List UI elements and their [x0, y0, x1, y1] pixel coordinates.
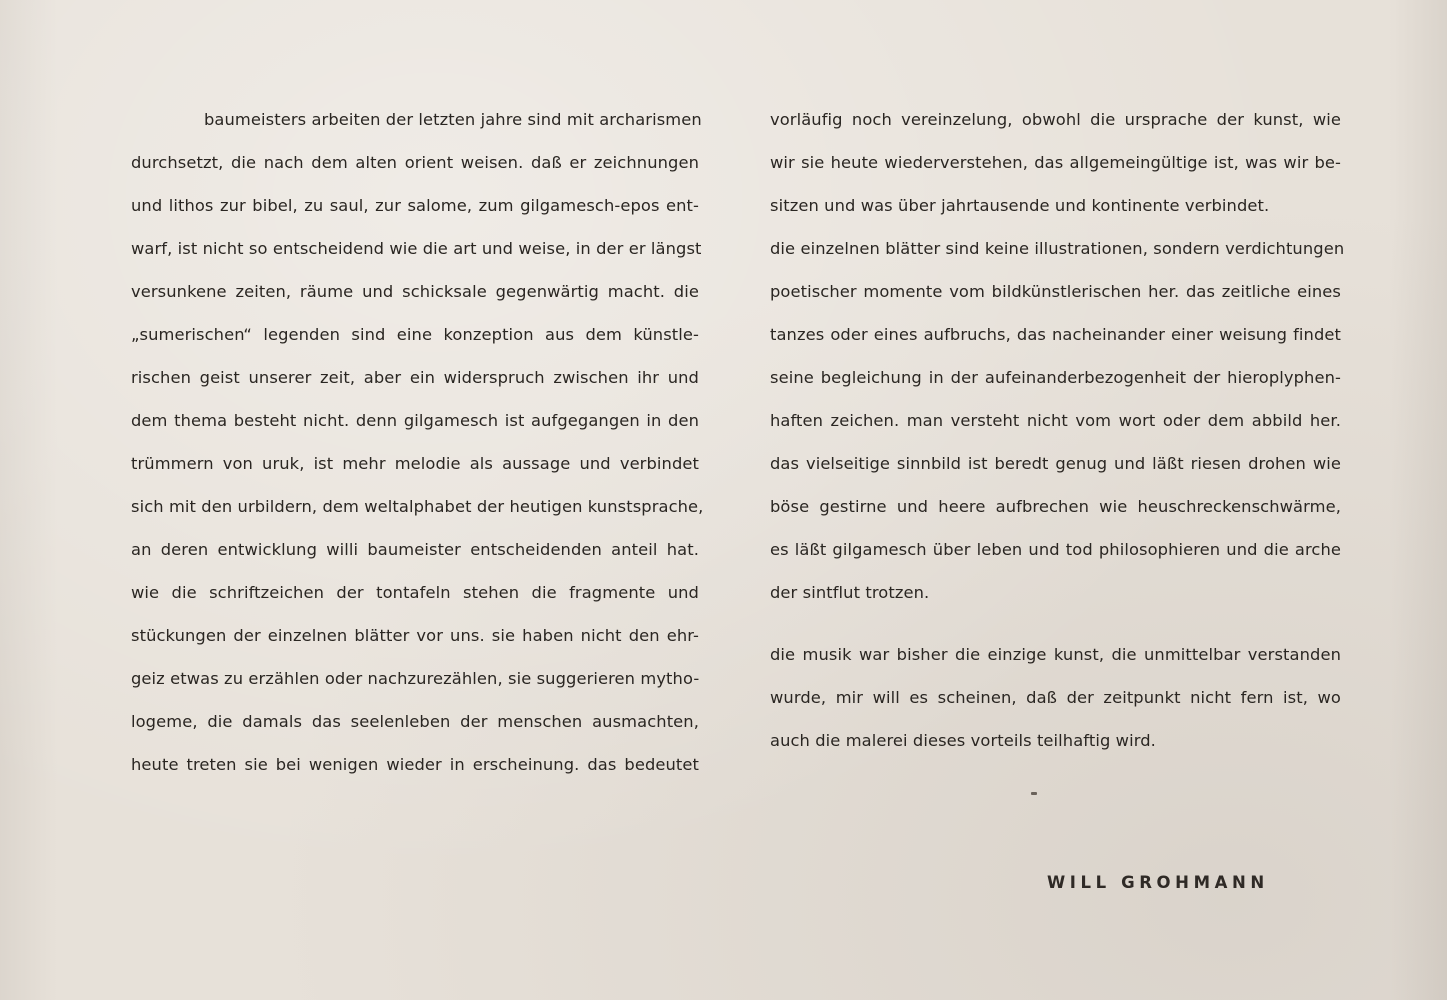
text-line: warf, ist nicht so entscheidend wie die art und weise, in der er längst — [131, 239, 702, 258]
text-line: logeme, die damals das seelenleben der menschen ausmachten, — [131, 712, 699, 731]
ink-speck — [1031, 792, 1037, 795]
text-line: sitzen und was über jahrtausende und kontinente verbindet. — [770, 196, 1270, 215]
text-line: wie die schriftzeichen der tontafeln stehen die fragmente und — [131, 583, 699, 602]
text-line: es läßt gilgamesch über leben und tod philosophieren und die arche — [770, 540, 1341, 559]
paragraph-gap — [770, 614, 1341, 633]
text-line: durchsetzt, die nach dem alten orient weisen. daß er zeichnungen — [131, 153, 699, 172]
text-line: auch die malerei dieses vorteils teilhaftig wird. — [770, 731, 1156, 750]
text-line: geiz etwas zu erzählen oder nachzurezählen, sie suggerieren mytho- — [131, 669, 700, 688]
text-line: vorläufig noch vereinzelung, obwohl die ursprache der kunst, wie — [770, 110, 1341, 129]
text-line: sich mit den urbildern, dem weltalphabet der heutigen kunstsprache, — [131, 497, 704, 516]
text-line: die musik war bisher die einzige kunst, die unmittelbar verstanden — [770, 645, 1341, 664]
text-line: „sumerischen“ legenden sind eine konzeption aus dem künstle- — [131, 325, 699, 344]
text-line: stückungen der einzelnen blätter vor uns. sie haben nicht den ehr- — [131, 626, 699, 645]
paragraph — [770, 633, 1341, 762]
text-line: trümmern von uruk, ist mehr melodie als aussage und verbindet — [131, 454, 699, 473]
author-signature: WILL GROHMANN — [1047, 873, 1269, 892]
text-line: und lithos zur bibel, zu saul, zur salome, zum gilgamesch-epos ent- — [131, 196, 699, 215]
text-line: haften zeichen. man versteht nicht vom wort oder dem abbild her. — [770, 411, 1341, 430]
text-line: poetischer momente vom bildkünstlerischen her. das zeitliche eines — [770, 282, 1341, 301]
paragraph — [770, 98, 1345, 614]
text-line: seine begleichung in der aufeinanderbezogenheit der hieroplyphen- — [770, 368, 1341, 387]
text-line: der sintflut trotzen. — [770, 583, 930, 602]
text-line: heute treten sie bei wenigen wieder in erscheinung. das bedeutet — [131, 755, 699, 774]
text-line: wir sie heute wiederverstehen, das allgemeingültige ist, was wir be- — [770, 153, 1341, 172]
text-line: wurde, mir will es scheinen, daß der zeitpunkt nicht fern ist, wo — [770, 688, 1341, 707]
text-line: versunkene zeiten, räume und schicksale gegenwärtig macht. die — [131, 282, 699, 301]
text-line: die einzelnen blätter sind keine illustrationen, sondern verdichtungen — [770, 239, 1345, 258]
text-line: rischen geist unserer zeit, aber ein widerspruch zwischen ihr und — [131, 368, 699, 387]
text-line: an deren entwicklung willi baumeister entscheidenden anteil hat. — [131, 540, 699, 559]
left-text-column — [131, 98, 704, 786]
right-text-column — [770, 98, 1345, 762]
text-line: baumeisters arbeiten der letzten jahre sind mit archarismen — [204, 110, 702, 129]
text-line: dem thema besteht nicht. denn gilgamesch ist aufgegangen in den — [131, 411, 699, 430]
text-line: tanzes oder eines aufbruchs, das nacheinander einer weisung findet — [770, 325, 1341, 344]
text-line: böse gestirne und heere aufbrechen wie heuschreckenschwärme, — [770, 497, 1341, 516]
text-line: das vielseitige sinnbild ist beredt genug und läßt riesen drohen wie — [770, 454, 1341, 473]
